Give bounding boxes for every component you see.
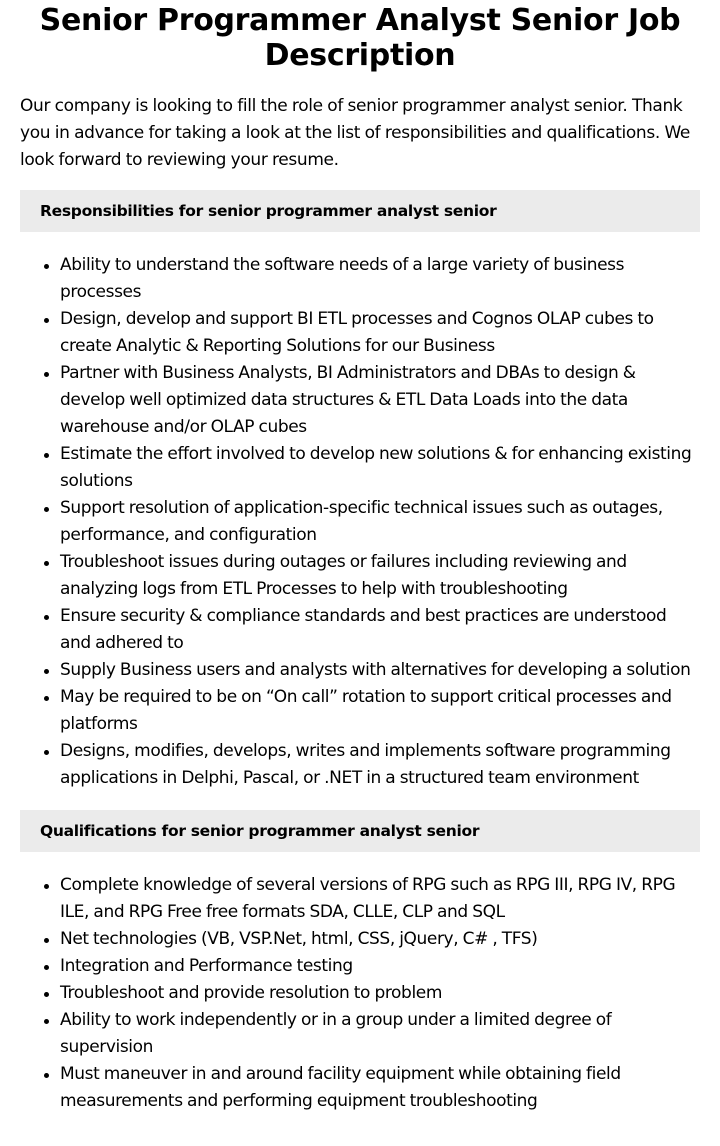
list-item: Complete knowledge of several versions of RPG such as RPG III, RPG IV, RPG ILE, and RPG Free free formats SDA, CLLE, CLP and SQL [60, 872, 700, 926]
list-item: Must maneuver in and around facility equipment while obtaining field measurements and performing equipment troubleshooting [60, 1061, 700, 1115]
list-item: Net technologies (VB, VSP.Net, html, CSS, jQuery, C# , TFS) [60, 926, 700, 953]
list-item: Ensure security & compliance standards and best practices are understood and adhered to [60, 603, 700, 657]
list-item: Design, develop and support BI ETL processes and Cognos OLAP cubes to create Analytic & Reporting Solutions for our Business [60, 306, 700, 360]
list-item: Ability to understand the software needs of a large variety of business processes [60, 252, 700, 306]
responsibilities-list [20, 232, 700, 792]
list-item: Partner with Business Analysts, BI Administrators and DBAs to design & develop well optimized data structures & ETL Data Loads into the data warehouse and/or OLAP cubes [60, 360, 700, 441]
intro-paragraph: Our company is looking to fill the role of senior programmer analyst senior. Thank you in advance for taking a look at the list of responsibilities and qualifications. We look forward to reviewing your resume. [20, 96, 691, 170]
qualifications-list [20, 852, 700, 1115]
list-item: May be required to be on “On call” rotation to support critical processes and platforms [60, 684, 700, 738]
list-item: Integration and Performance testing [60, 953, 700, 980]
list-item: Troubleshoot and provide resolution to problem [60, 980, 700, 1007]
qualifications-header: Qualifications for senior programmer analyst senior [20, 810, 700, 852]
list-item: Estimate the effort involved to develop new solutions & for enhancing existing solutions [60, 441, 700, 495]
list-item: Designs, modifies, develops, writes and implements software programming applications in Delphi, Pascal, or .NET in a structured team environment [60, 738, 700, 792]
list-item: Support resolution of application-specific technical issues such as outages, performance, and configuration [60, 495, 700, 549]
list-item: Troubleshoot issues during outages or failures including reviewing and analyzing logs from ETL Processes to help with troubleshooting [60, 549, 700, 603]
list-item: Ability to work independently or in a group under a limited degree of supervision [60, 1007, 700, 1061]
page-title: Senior Programmer Analyst Senior Job Description [39, 3, 681, 73]
responsibilities-header: Responsibilities for senior programmer analyst senior [20, 190, 700, 232]
list-item: Supply Business users and analysts with alternatives for developing a solution [60, 657, 700, 684]
